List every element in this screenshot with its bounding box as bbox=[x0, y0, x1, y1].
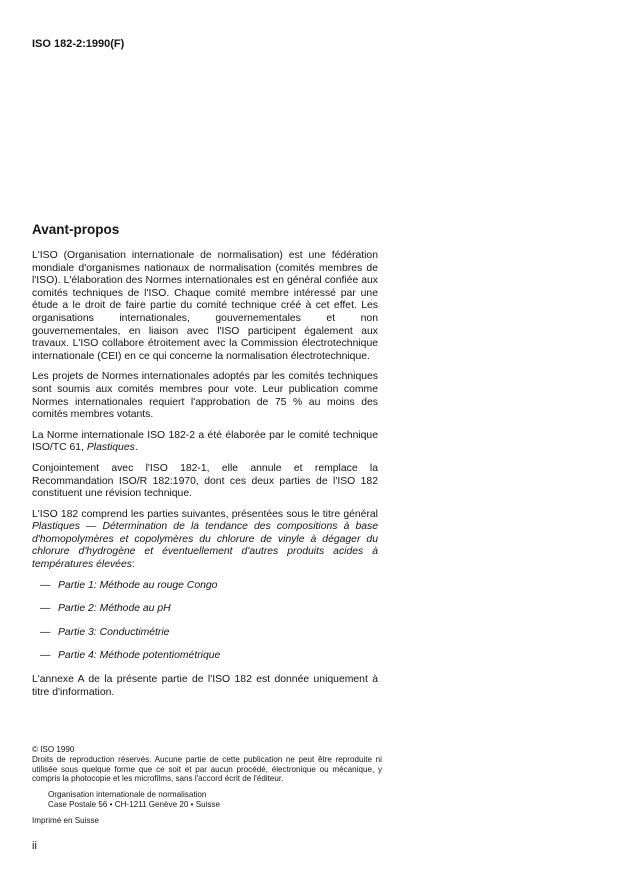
copyright-block bbox=[32, 745, 382, 826]
paragraph-iso-intro: L'ISO (Organisation internationale de normalisation) est une fédération mondiale d'organismes nationaux de normalisation (comités membres de l'ISO). L'élaboration des Normes internationales est en général confiée aux comités techniques de l'ISO. Chaque comité membre intéressé par une étude a le droit de faire partie du comité technique créé à cet effet. Les organisations internationales, gouvernementales et non gouvernementales, en liaison avec l'ISO participent également aux travaux. L'ISO collabore étroitement avec la Commission électrotechnique internationale (CEI) en ce qui concerne la normalisation électrotechnique. bbox=[32, 250, 378, 362]
part-label: Partie 1: Méthode au rouge Congo bbox=[58, 579, 218, 591]
list-dash: — bbox=[40, 650, 51, 662]
document-code: ISO 182-2:1990(F) bbox=[32, 38, 125, 50]
printed-in: Imprimé en Suisse bbox=[32, 815, 100, 825]
parts-intro-text: L'ISO 182 comprend les parties suivantes, présentées sous le titre général bbox=[32, 508, 378, 520]
list-dash: — bbox=[40, 603, 51, 615]
parts-list bbox=[32, 580, 378, 663]
page-number: ii bbox=[32, 840, 37, 852]
list-dash: — bbox=[40, 579, 51, 591]
committee-end: . bbox=[134, 442, 138, 454]
paragraph-replaces: Conjointement avec l'ISO 182-1, elle annule et remplace la Recommandation ISO/R 182:1970, dont ces deux parties de l'ISO 182 constituent une révision technique. bbox=[32, 462, 378, 500]
copyright-line: © ISO 1990 bbox=[32, 745, 75, 754]
parts-intro-end: : bbox=[131, 559, 135, 571]
paragraph-drafts: Les projets de Normes internationales adoptés par les comités techniques sont soumis aux comités membres pour vote. Leur publication comme Normes internationales requiert l'approbation de 75 % au moins des comités membres votants. bbox=[32, 371, 378, 421]
list-dash: — bbox=[40, 626, 51, 638]
general-title: Plastiques — Détermination de la tendance des compositions à base d'homopolymères et copolymères du chlorure de vinyle à dégager du chlorure d'hydrogène et éventuellement d'autres produits acides à températures élevées bbox=[32, 521, 378, 571]
part-label: Partie 3: Conductimétrie bbox=[58, 626, 170, 638]
organization-name: Organisation internationale de normalisation bbox=[48, 790, 207, 800]
committee-name: Plastiques bbox=[86, 442, 135, 454]
paragraph-committee bbox=[32, 430, 378, 455]
list-item bbox=[32, 603, 378, 616]
rights-notice: Droits de reproduction réservés. Aucune partie de cette publication ne peut être reproduite ni utilisée sous quelque forme que ce soit et par aucun procédé, électronique ou mécanique, y compris la photocopie et les microfilms, sans l'accord écrit de l'éditeur. bbox=[32, 754, 382, 784]
foreword-body bbox=[32, 250, 378, 707]
committee-text: La Norme internationale ISO 182-2 a été élaborée par le comité technique ISO/TC 61, bbox=[32, 429, 378, 454]
paragraph-annex: L'annexe A de la présente partie de l'ISO 182 est donnée uniquement à titre d'information. bbox=[32, 674, 378, 698]
paragraph-parts bbox=[32, 509, 378, 572]
list-item bbox=[32, 650, 378, 663]
list-item bbox=[32, 580, 378, 593]
postal-address: Case Postale 56 • CH-1211 Genève 20 • Suisse bbox=[48, 799, 220, 809]
section-title: Avant-propos bbox=[32, 222, 120, 237]
list-item bbox=[32, 627, 378, 640]
part-label: Partie 2: Méthode au pH bbox=[58, 603, 171, 615]
part-label: Partie 4: Méthode potentiométrique bbox=[58, 650, 221, 662]
